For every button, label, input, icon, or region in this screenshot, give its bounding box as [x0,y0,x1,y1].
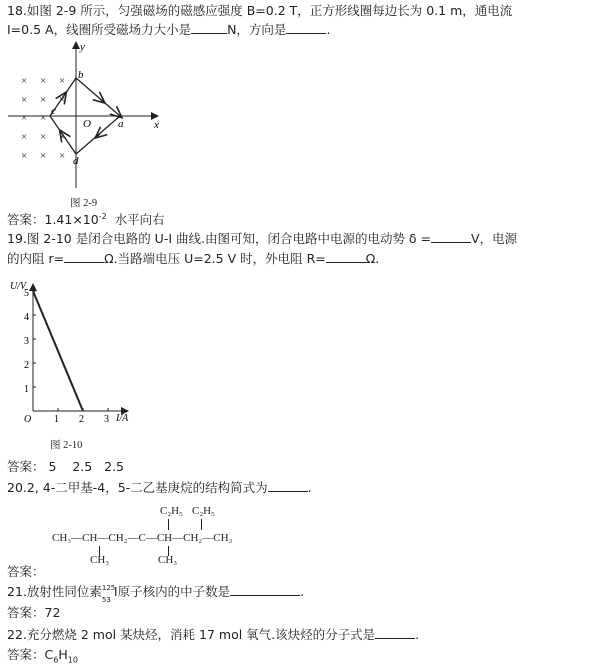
figure-2-9-caption: 图 2-9 [70,198,98,209]
q22-answer-sub1: 6 [53,655,59,665]
q21-blank [230,584,300,596]
q21-text-b: 原子核内的中子数是 [117,584,231,599]
q18-answer [7,209,165,228]
q18-blank-direction [286,22,326,34]
q19-text-a: 19.图 2-10 是闭合电路的 U-I 曲线.由图可知，闭合电路中电源的电动势 δ = [7,231,432,246]
q18-answer-exponent: -2 [98,212,107,221]
q22-blank [375,627,415,639]
q19-text-b: V，电源 [471,231,518,246]
field-cross-1-2: × [59,94,66,106]
formula-top-1: C₂H₅ [160,505,183,517]
chart-ytick-1: 1 [24,384,29,395]
q22-answer [7,647,78,669]
field-cross-0-0: × [21,75,28,87]
q22-answer-sub2: 10 [67,655,78,665]
field-cross-3-1: × [40,131,47,143]
chart-xtick-1: 1 [54,414,59,425]
field-cross-1-0: × [21,94,28,106]
label-x: x [154,119,159,131]
q19-line1 [7,231,517,247]
label-b: b [78,69,84,81]
q22-text: 22.充分燃烧 2 mol 某炔烃，消耗 17 mol 氧气.该炔烃的分子式是 [7,627,376,642]
q18-text-c: . [326,22,331,37]
label-d: d [73,155,79,167]
field-cross-1-1: × [40,94,47,106]
q20-answer: 答案： [7,564,45,579]
q21-text-a: 21.放射性同位素 [7,584,102,599]
q22-period: . [415,627,420,642]
label-c: c [51,105,56,117]
field-cross-0-2: × [59,75,66,87]
q18-line2 [7,22,330,38]
q20-text: 20.2, 4-二甲基-4，5-二乙基庚烷的结构简式为 [7,480,268,495]
formula-main-chain: CH₃—CH—CH₂—C—CH—CH₂—CH₃ [52,532,233,544]
structural-formula [52,500,312,566]
formula-top-2: C₂H₅ [192,505,215,517]
q19-text-b2: Ω.当路端电压 U=2.5 V 时，外电阻 R= [104,251,326,266]
label-a: a [118,118,124,130]
formula-bottom-1: CH₃ [90,554,110,566]
q18-text-a: I=0.5 A，线圈所受磁场力大小是 [7,22,192,37]
isotope-notation [101,584,116,604]
chart-ytick-2: 2 [24,360,29,371]
bond-top-2 [201,519,202,530]
q22-question [7,627,419,643]
figure-2-9 [8,38,168,203]
q20-question [7,480,312,496]
field-cross-3-2: × [59,131,66,143]
q18-answer-prefix: 答案：1.41×10 [7,212,99,228]
isotope-element: I [113,584,118,599]
field-cross-4-1: × [40,150,47,162]
isotope-atomic-number: 53 [101,596,111,604]
q22-answer-mid: H [58,647,68,662]
chart-ytick-3: 3 [24,336,29,347]
bond-top-1 [168,519,169,530]
chart-ytick-4: 4 [24,312,29,323]
q19-answer: 答案： 5 2.5 2.5 [7,459,124,474]
q22-answer-prefix: 答案：C [7,647,54,662]
q19-text-a2: 的内阻 r= [7,251,65,266]
figure-2-10-chart [10,278,150,433]
q19-blank-R [326,251,366,263]
q18-answer-suffix: 水平向右 [106,212,165,228]
q20-blank [268,480,308,492]
field-cross-3-0: × [21,131,28,143]
q18-line1: 18.如图 2-9 所示，匀强磁场的磁感应强度 B=0.2 T，正方形线圈每边长为 0.1 m，通电流 [7,3,513,18]
u-i-line [33,291,83,411]
q21-answer: 答案：72 [7,605,61,620]
q21-period: . [300,584,305,599]
q19-text-c2: Ω. [365,251,380,266]
chart-xlabel: I/A [116,413,129,424]
q19-blank-r [64,251,104,263]
field-cross-0-1: × [40,75,47,87]
label-y: y [80,41,85,53]
q18-blank-force [191,22,227,34]
chart-origin: O [24,414,32,425]
figure-2-10-caption: 图 2-10 [50,440,83,451]
q20-period: . [307,480,312,495]
q19-line2 [7,251,379,267]
label-origin: O [83,118,91,130]
q18-text-b: N，方向是 [227,22,287,37]
formula-bottom-2: CH₃ [158,554,178,566]
field-cross-4-0: × [21,150,28,162]
isotope-mass-number: 125 [101,584,116,592]
chart-ytick-5: 5 [24,288,29,299]
q19-blank-emf [431,231,471,243]
chart-xtick-2: 2 [79,414,84,425]
chart-xtick-3: 3 [104,414,109,425]
q21-question [7,584,305,604]
field-cross-2-0: × [21,112,28,124]
field-cross-2-1: × [40,112,47,124]
field-cross-4-2: × [59,150,66,162]
chart-ylabel: U/V [10,281,27,292]
